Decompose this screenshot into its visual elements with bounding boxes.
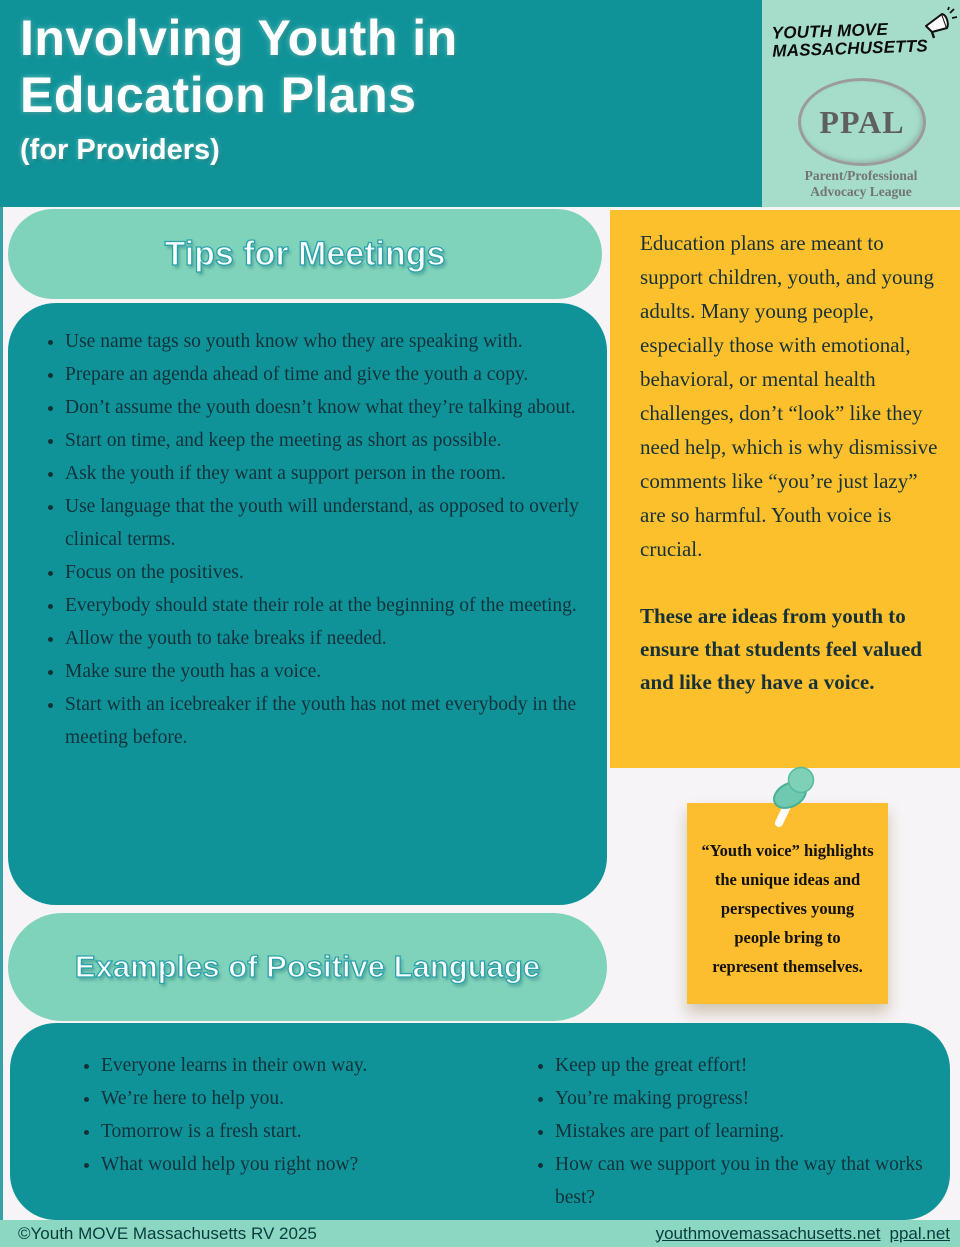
left-edge-line [0,207,3,1220]
ppal-name-line2: Advocacy League [810,184,912,199]
page-subtitle: (for Providers) [20,134,220,166]
page-title [20,10,750,124]
examples-list-item: • Everyone learns in their own way. [101,1049,513,1082]
youth-move-logo-line1: YOUTH MOVE [771,19,889,43]
intro-emphasis: These are ideas from youth to ensure that students feel valued and like they have a voice. [640,604,922,694]
examples-list-item: • Tomorrow is a fresh start. [101,1115,513,1148]
examples-list-card [10,1023,950,1220]
tips-list-item: • Ask the youth if they want a support person in the room. [65,457,581,490]
examples-heading: Examples of Positive Language [74,949,541,984]
megaphone-icon [920,6,958,45]
tips-list-item: • Prepare an agenda ahead of time and give the youth a copy. [65,358,581,391]
tips-list-item: • Everybody should state their role at the beginning of the meeting. [65,589,581,622]
youth-move-logo-line2: MASSACHUSETTS [772,36,929,61]
examples-list-item: • We’re here to help you. [101,1082,513,1115]
intro-paragraph: Education plans are meant to support children, youth, and young adults. Many young people, especially those with emotional, behavioral, or mental health challenges, don’t “look” like they need help, which is why dismissive comments like “you’re just lazy” are so harmful. Youth voice is crucial. [640,231,938,561]
ppal-link[interactable]: ppal.net [889,1223,950,1243]
sticky-note-text: “Youth voice” highlights the unique ideas and perspectives young people bring to represent themselves. [701,841,874,976]
intro-card [610,210,960,768]
tips-list-item: • Don’t assume the youth doesn’t know what they’re talking about. [65,391,581,424]
ppal-name-line1: Parent/Professional [804,168,918,183]
tips-list-card [8,303,607,905]
ppal-acronym: PPAL [819,103,905,140]
examples-section-header [8,913,607,1021]
page-title-line2: Education Plans [20,67,417,123]
tips-list-item: • Focus on the positives. [65,556,581,589]
logo-panel [762,0,960,207]
youth-move-massachusetts-logo [771,19,930,60]
footer-links [656,1224,950,1244]
pushpin-icon [764,766,822,835]
tips-list-item: • Make sure the youth has a voice. [65,655,581,688]
examples-list-item: • What would help you right now? [101,1148,513,1181]
tips-section-header [8,209,602,299]
tips-list-item: • Start on time, and keep the meeting as short as possible. [65,424,581,457]
tips-list-item: • Allow the youth to take breaks if needed. [65,622,581,655]
examples-list-item: • Mistakes are part of learning. [555,1115,937,1148]
examples-list-item: • You’re making progress! [555,1082,937,1115]
ppal-org-name [762,168,960,200]
footer-bar [0,1220,960,1247]
tips-list-item: • Use language that the youth will understand, as opposed to overly clinical terms. [65,490,581,556]
tips-list [8,303,607,754]
examples-list-item: • Keep up the great effort! [555,1049,937,1082]
tips-list-item: • Use name tags so youth know who they are speaking with. [65,325,581,358]
tips-heading: Tips for Meetings [164,234,446,273]
examples-list-left [83,1049,513,1181]
copyright-text: ©Youth MOVE Massachusetts RV 2025 [18,1223,317,1243]
youthmove-link[interactable]: youthmovemassachusetts.net [655,1223,881,1243]
page-title-line1: Involving Youth in [20,10,458,66]
tips-list-item: • Start with an icebreaker if the youth has not met everybody in the meeting before. [65,688,581,754]
ppal-logo [798,78,926,166]
examples-list-right [537,1049,937,1214]
examples-list-item: • How can we support you in the way that works best? [555,1148,937,1214]
